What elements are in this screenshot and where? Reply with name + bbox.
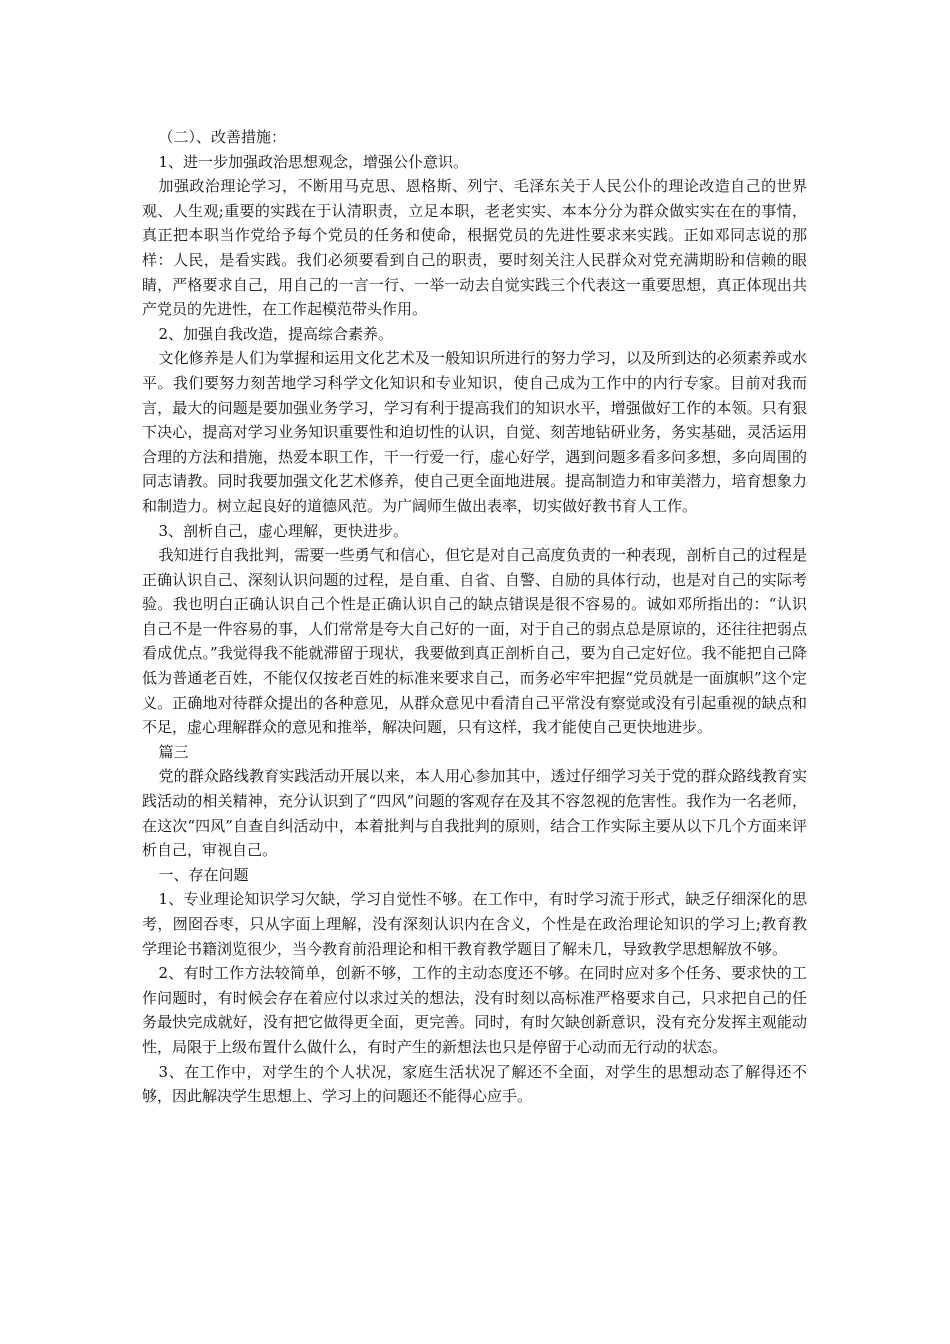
- subheading-self-improvement: 2、加强自我改造，提高综合素养。: [158, 324, 394, 343]
- paragraph-cultural-cultivation: 文化修养是人们为掌握和运用文化艺术及一般知识所进行的努力学习，以及所到达的必须素养或水平。我们要努力刻苦地学习科学文化知识和专业知识，使自己成为工作中的内行专家。目前对我而言，最大的问题是要加强业务学习，学习有利于提高我们的知识水平，增强做好工作的本领。只有狠下决心，提高对学习业务知识重要性和迫切性的认识，自觉、刻苦地钻研业务，务实基础，灵活运用合理的方法和措施，热爱本职工作，干一行爱一行，虚心好学，遇到问题多看多问多想，多向周围的同志请教。同时我要加强文化艺术修养，使自己更全面地进展。提高制造力和审美潜力，培育想象力和制造力。树立起良好的道德风范。为广阔师生做出表率，切实做好教书育人工作。: [142, 349, 807, 515]
- paragraph-problem-3: 3、在工作中，对学生的个人状况，家庭生活状况了解还不全面，对学生的思想动态了解得还不够，因此解决学生思想上、学习上的问题还不能得心应手。: [142, 1062, 807, 1106]
- section-heading-improvement-measures: （二）、改善措施：: [158, 128, 287, 146]
- subheading-political-thought: 1、进一步加强政治思想观念，增强公仆意识。: [158, 152, 469, 171]
- subheading-self-analysis: 3、剖析自己，虚心理解，更快进步。: [158, 521, 409, 540]
- paragraph-mass-line-intro: 党的群众路线教育实践活动开展以来，本人用心参加其中，透过仔细学习关于党的群众路线教育实践活动的相关精神，充分认识到了“四风”问题的客观存在及其不容忽视的危害性。我作为一名老师，在这次“四风”自查自纠活动中，本着批判与自我批判的原则，结合工作实际主要从以下几个方面来评析自己，审视自己。: [142, 767, 807, 860]
- subheading-existing-problems: 一、存在问题: [158, 865, 249, 884]
- document-body: [142, 125, 807, 1109]
- paragraph-self-criticism: 我知进行自我批判，需要一些勇气和信心，但它是对自己高度负责的一种表现，剖析自己的过程是正确认识自己、深刻认识问题的过程，是自重、自省、自警、自励的具体行动，也是对自己的实际考验。我也明白正确认识自己个性是正确认识自己的缺点错误是很不容易的。诚如邓所指出的：“认识自己不是一件容易的事，人们常常是夸大自己好的一面，对于自己的弱点总是原谅的，还往往把弱点看成优点。”我觉得我不能就滞留于现状，我要做到真正剖析自己，要为自己定好位。我不能把自己降低为普通老百姓，不能仅仅按老百姓的标准来要求自己，而务必牢牢把握“党员就是一面旗帜”这个定义。正确地对待群众提出的各种意见，从群众意见中看清自己平常没有察觉或没有引起重视的缺点和不足，虚心理解群众的意见和推举，解决问题，只有这样，我才能使自己更快地进步。: [142, 546, 807, 737]
- paragraph-political-study: 加强政治理论学习，不断用马克思、恩格斯、列宁、毛泽东关于人民公仆的理论改造自己的世界观、人生观;重要的实践在于认清职责，立足本职，老老实实、本本分分为群众做实实在在的事情，真正把本职当作党给予每个党员的任务和使命，根据党员的先进性要求来实践。正如邓同志说的那样：人民，是看实践。我们必须要看到自己的职责，要时刻关注人民群众对党充满期盼和信赖的眼睛，严格要求自己，用自己的一言一行、一举一动去自觉实践三个代表这一重要思想，真正体现出共产党员的先进性，在工作起模范带头作用。: [142, 177, 807, 319]
- paragraph-problem-1: 1、专业理论知识学习欠缺，学习自觉性不够。在工作中，有时学习流于形式，缺乏仔细深化的思考，囫囵吞枣，只从字面上理解，没有深刻认识内在含义，个性是在政治理论知识的学习上;教育教学理论书籍浏览很少，当今教育前沿理论和相干教育教学题目了解未几，导致教学思想解放不够。: [142, 890, 807, 958]
- section-title-part-three: 篇三: [158, 742, 189, 761]
- paragraph-problem-2: 2、有时工作方法较简单，创新不够，工作的主动态度还不够。在同时应对多个任务、要求快的工作问题时，有时候会存在着应付以求过关的想法，没有时刻以高标准严格要求自己，只求把自己的任务最快完成就好，没有把它做得更全面，更完善。同时，有时欠缺创新意识，没有充分发挥主观能动性，局限于上级布置什么做什么，有时产生的新想法也只是停留于心动而无行动的状态。: [142, 964, 807, 1056]
